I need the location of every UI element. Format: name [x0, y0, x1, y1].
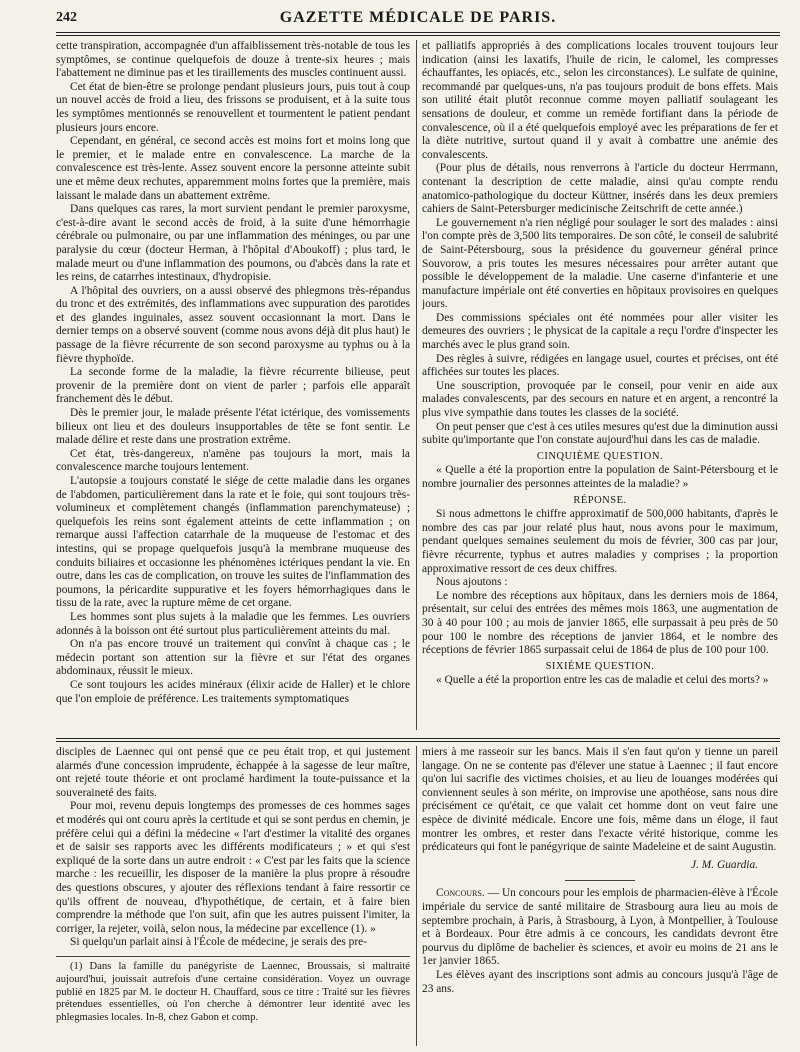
page-number: 242: [56, 10, 77, 25]
bottom-right-column: [422, 746, 778, 1046]
announcement-text: — Un concours pour les emplois de pharmacien-élève à l'École impériale du service de santé militaire de Strasbourg aura lieu au mois de septembre prochain, à Paris, à Strasbourg, à Lyon, à Montpellier, à Toulouse et à Bordeaux. Pour être admis à ce concours, les candidats devront être pourvus du diplôme de bachelier ès sciences, et avoir eu moins de 21 ans le 1er janvier 1865.: [422, 887, 778, 968]
short-rule: [565, 880, 635, 881]
header-rule: [56, 32, 780, 33]
question: « Quelle a été la proportion entre la population de Saint-Pétersbourg et le nombre journalier des personnes atteintes de la maladie? »: [422, 464, 778, 490]
footnote-rule: [56, 956, 410, 957]
column-divider: [416, 40, 417, 730]
section-heading: RÉPONSE.: [573, 494, 627, 506]
header-rule-thin: [56, 35, 780, 36]
section-rule: [56, 738, 780, 739]
paragraph: Le nombre des réceptions aux hôpitaux, dans les derniers mois de 1864, présentait, sur celui des entrées des mêmes mois 1863, une augmentation de 30 à 40 pour 100 ; au mois de janvier 1865, elle surpassait à peu près de 50 pour 100 le nombre des réceptions de janvier 1864, et le nombre des réceptions de février 1865 surpassait celui de 1864 de plus de 100 pour 100.: [422, 589, 778, 657]
paragraph: On peut penser que c'est à ces utiles mesures qu'est due la diminution aussi subite qu'importante que l'on constate aujourd'hui dans les cas de maladie.: [422, 420, 778, 447]
paragraph: cette transpiration, accompagnée d'un affaiblissement très-notable de tous les symptômes, se continue quelquefois de douze à trente-six heures ; mais l'abattement ne diminue pas et les tiraillements des muscles continuent aussi.: [56, 40, 410, 80]
paragraph: Dès le premier jour, le malade présente l'état ictérique, des vomissements bilieux ont lieu et des douleurs insupportables de tête se font sentir. Le malade délire et reste dans une prostration extrême.: [56, 407, 410, 447]
question: « Quelle a été la proportion entre les cas de maladie et celui des morts? »: [436, 674, 769, 687]
paragraph: Cet état, très-dangereux, n'amène pas toujours la mort, mais la convalescence marche toujours lentement.: [56, 447, 410, 474]
paragraph: Si nous admettons le chiffre approximatif de 500,000 habitants, d'après le nombre des cas par jour relaté plus haut, nous avons pour le maximum, pendant quelques semaines seulement du mois de février, 300 cas par jour, fièvre récurrente, typhus et autres maladies y comprises ; la proportion approximative ressort de ces deux chiffres.: [422, 508, 778, 575]
page-header: [56, 6, 780, 32]
paragraph: La seconde forme de la maladie, la fièvre récurrente bilieuse, peut provenir de la première dont on vient de parler ; parfois elle apparaît franchement dès le début.: [56, 366, 410, 406]
paragraph: Une souscription, provoquée par le conseil, pour venir en aide aux malades convalescents, par des secours en nature et en argent, a rencontré la plus vive sympathie dans toutes les classes de la société.: [422, 379, 778, 420]
signature: J. M. Guardia.: [691, 858, 758, 871]
paragraph: Ce sont toujours les acides minéraux (élixir acide de Haller) et le chlore que l'on emploie de préférence. Les traitements symptomatiques: [56, 678, 410, 705]
announcement-label: Concours.: [436, 887, 485, 900]
paragraph: Cet état de bien-être se prolonge pendant plusieurs jours, puis tout à coup un nouvel accès de froid a lieu, des frissons se produisent, et à la suite tous les symptômes mentionnés se renouvellent et tourmentent le patient pendant plusieurs jours encore.: [56, 80, 410, 134]
column-divider: [416, 746, 417, 1046]
top-left-column: [56, 40, 410, 730]
section-rule-thin: [56, 741, 780, 742]
paragraph: Pour moi, revenu depuis longtemps des promesses de ces hommes sages et modérés qui ont couru après la certitude et qui se sont perdus en chemin, je préfère celui qui a défini la médecine « l'art d'estimer la vitalité des organes et de saisir ses rapports avec les différents modificateurs ; » et qui s'est expliqué de la sorte dans un autre endroit : « C'est par les faits que la science marche : les recueillir, les disposer de la manière la plus propre à résoudre des questions obscures, y ajouter des réflexions tendant à faire ressortir ce qu'ils offrent de nouveau, d'hypothétique, de certain, et à faire bien comprendre la méthode que l'on suit, afin que les autres puissent l'imiter, la corriger, la rejeter, voilà, selon nous, la médecine par excellence (1). »: [56, 800, 410, 935]
paragraph: Dans quelques cas rares, la mort survient pendant le premier paroxysme, c'est-à-dire avant le second accès de froid, à la suite d'une hémorrhagie cérébrale ou pulmonaire, ou par une inflammation des méninges, ou par une paralysie du cœur (docteur Herman, à l'hôpital d'Aboukoff) ; plus tard, le malade meurt ou d'une inflammation des poumons, ou d'abcès dans la rate et les reins, de catarrhes intestinaux, d'hydropisie.: [56, 203, 410, 284]
paragraph: L'autopsie a toujours constaté le siége de cette maladie dans les organes de l'abdomen, particulièrement dans la rate et le foie, qui sont toujours très-volumineux et complètement changés (inflammation parenchymateuse) ; quelquefois les reins sont également atteints de cette inflammation ; on remarque aussi l'affection catarrhale de la muqueuse de l'estomac et des intestins, qui se propage quelquefois jusqu'à la membrane muqueuse des conduits biliaires et occasionne les phénomènes ictériques pendant la vie. En outre, dans les cas de complication, on trouve les suites de l'inflammation des poumons, la péricardite suppurative et les foyers hémorrhagiques dans le tissu de la rate, avec la rupture même de cet organe.: [56, 475, 410, 610]
paragraph: Le gouvernement n'a rien négligé pour soulager le sort des malades : ainsi l'on compte près de 3,500 lits temporaires. De son côté, le conseil de salubrité de Saint-Pétersbourg, sous la présidence du gouverneur général prince Souvorow, a pris toutes les mesures nécessaires pour arrêter autant que possible le développement de la maladie. Une caserne d'infanterie et une manufacture impériale ont été converties en hôpitaux provisoires en quelques jours.: [422, 216, 778, 311]
paragraph: Cependant, en général, ce second accès est moins fort et moins long que le premier, et le malade entre en convalescence. La marche de la convalescence est très-lente. Assez souvent encore la personne atteinte subit une et même deux rechutes, apparemment moins fortes que la première, mais laissant le malade dans un abattement extrême.: [56, 135, 410, 202]
paragraph: (Pour plus de détails, nous renverrons à l'article du docteur Herrmann, contenant la description de cette maladie, ainsi qu'au compte rendu anatomico-pathologique du docteur Küttner, insérés dans les deux premiers cahiers de Saint-Petersburger medicinische Zeitschrift de cette année.): [422, 162, 778, 216]
section-heading: SIXIÈME QUESTION.: [545, 660, 655, 672]
paragraph: Si quelqu'un parlait ainsi à l'École de médecine, je serais des pre-: [70, 936, 367, 949]
paragraph: Des commissions spéciales ont été nommées pour aller visiter les demeures des ouvriers ; le physicat de la capitale a reçu l'ordre d'inspecter les marchés avec le plus grand soin.: [422, 311, 778, 352]
paragraph: Des règles à suivre, rédigées en langage usuel, courtes et précises, ont été affichées sur toutes les places.: [422, 352, 778, 379]
top-right-column: [422, 40, 778, 730]
paragraph: Les hommes sont plus sujets à la maladie que les femmes. Les ouvriers adonnés à la boisson ont été surtout plus particulièrement atteints du mal.: [56, 610, 410, 637]
paragraph: miers à me rasseoir sur les bancs. Mais il s'en faut qu'on y tienne un pareil langage. On ne se contente pas d'élever une statue à Laennec ; il faut encore qu'on lui sacrifie des victimes choisies, et au lieu de louanges modérées qui conviennent seules à son mérite, on improvise une apothéose, sans nous dire précisément ce qu'était, ce que valait cet homme dont on veut faire une espèce de divinité médicale. Encore une fois, même dans un éloge, il faut montrer les ombres, et rester dans l'exacte vérité historique, comme les prédicateurs qui font le panégyrique de sainte Madeleine et de saint Augustin.: [422, 746, 778, 854]
paragraph: Les élèves ayant des inscriptions sont admis au concours jusqu'à l'âge de 23 ans.: [422, 968, 778, 995]
paragraph: A l'hôpital des ouvriers, on a aussi observé des phlegmons très-répandus du tronc et des extrémités, des inflammations avec suppuration des parotides et des glandes inguinales, assez souvent occasionnant la mort. Dans le dernier temps on a observé souvent (comme nous avons déjà dit plus haut) le passage de la fièvre récurrente de son second paroxysme au typhus ou à la fièvre thyphoïde.: [56, 284, 410, 365]
paragraph: disciples de Laennec qui ont pensé que ce peu était trop, et qui justement alarmés d'une concession imprudente, échappée à la sagesse de leur maître, ont rejeté toute théorie et ont proclamé hardiment la toute-puissance et la souveraineté des faits.: [56, 746, 410, 799]
bottom-left-column: [56, 746, 410, 1046]
paragraph: Nous ajoutons :: [436, 576, 508, 589]
footnote: (1) Dans la famille du panégyriste de Laennec, Broussais, si maltraité aujourd'hui, jouissait autrefois d'une certaine considération. Voyez un ouvrage publié en 1825 par M. le docteur H. Chauffard, sous ce titre : Traité sur les fièvres prétendues essentielles, où l'on cherche à démontrer leur identité avec les phlegmasies locales. In-8, chez Gabon et comp.: [56, 960, 410, 1024]
announcement: [422, 887, 778, 969]
paragraph: On n'a pas encore trouvé un traitement qui convînt à chaque cas ; le médecin portant son attention sur la fièvre et sur l'état des organes abdominaux, réussit le mieux.: [56, 638, 410, 678]
running-title: GAZETTE MÉDICALE DE PARIS.: [279, 9, 557, 26]
paragraph: et palliatifs appropriés à des complications locales trouvent toujours leur indication (ainsi les laxatifs, l'huile de ricin, le calomel, les compresses échauffantes, les opiacés, etc., selon les circonstances). Le sulfate de quinine, recommandé par quelques-uns, n'a pas toujours produit de bons effets. Mais son utilité était plutôt reconnue comme moyen palliatif soulageant les sensations de douleur, et comme un remède fortifiant dans la période de convalescence, où il a été quelquefois employé avec les préparations de fer et la diète nutritive, surtout quand il y avait à combattre une anémie des convalescents.: [422, 40, 778, 161]
section-heading: CINQUIÈME QUESTION.: [536, 450, 664, 462]
